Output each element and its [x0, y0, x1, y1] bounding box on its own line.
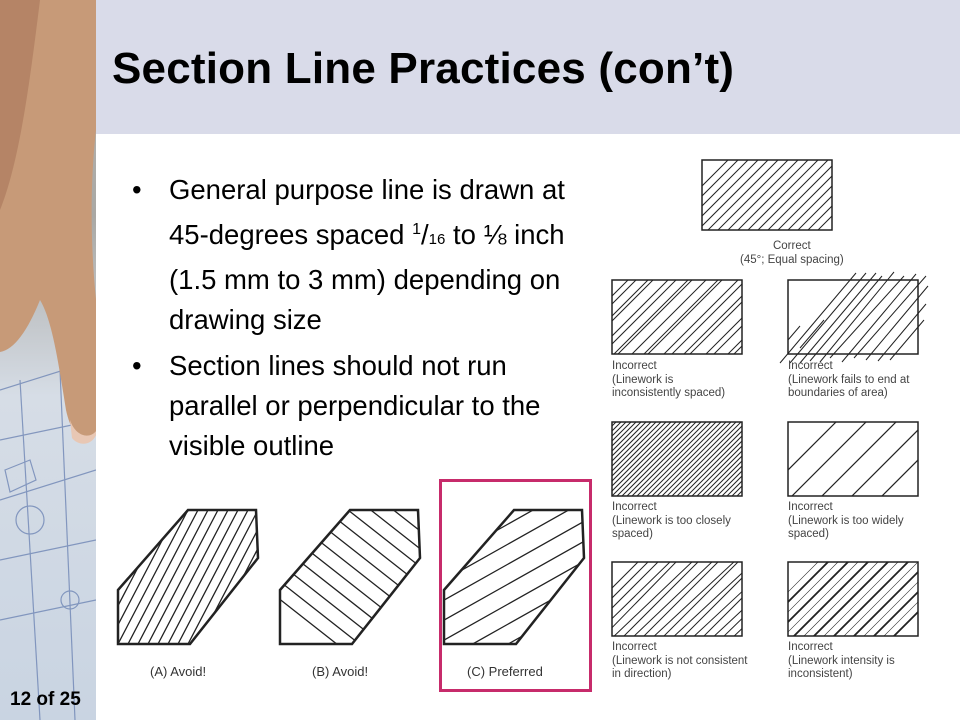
bullet-dot: • [132, 174, 142, 205]
label-incorrect-intensity: Incorrect (Linework intensity is inconsistent) [788, 641, 895, 680]
bullet-item [132, 346, 592, 466]
label-incorrect-close: Incorrect (Linework is too closely spaced) [612, 501, 731, 540]
label-incorrect-wide: Incorrect (Linework is too widely spaced) [788, 501, 904, 540]
label-shape-c: (C) Preferred [467, 664, 543, 679]
fraction-numerator: 1 [412, 221, 421, 238]
bullet-text: General purpose line is drawn at 45-degrees spaced [169, 174, 565, 250]
bullet-dot: • [132, 350, 142, 381]
bullet-item [132, 170, 592, 340]
label-shape-a: (A) Avoid! [150, 664, 207, 679]
label-correct: Correct (45°; Equal spacing) [740, 240, 844, 266]
fraction-denominator: 16 [428, 231, 446, 248]
label-incorrect-direction: Incorrect (Linework is not consistent in direction) [612, 641, 748, 680]
bullet-text: Section lines should not run parallel or perpendicular to the visible outline [169, 350, 541, 461]
hatch-examples [610, 158, 930, 688]
bullet-list [132, 170, 592, 472]
label-incorrect-spacing: Incorrect (Linework is inconsistently spaced) [612, 360, 726, 399]
slide-title: Section Line Practices (con’t) [112, 44, 735, 93]
hatch-correct [650, 158, 890, 238]
hand-photo-strip [0, 0, 96, 720]
label-incorrect-boundary: Incorrect (Linework fails to end at boundaries of area) [788, 360, 910, 399]
hand-photo-illustration [0, 0, 96, 720]
bullet-text-continued: to ⅛ inch (1.5 mm to 3 mm) depending on drawing size [169, 219, 565, 335]
slide-number: 12 of 25 [10, 689, 81, 710]
section-lining-figure [610, 158, 930, 688]
preferred-highlight-box [439, 479, 592, 692]
label-shape-b: (B) Avoid! [312, 664, 369, 679]
fraction-slash: / [421, 219, 429, 250]
